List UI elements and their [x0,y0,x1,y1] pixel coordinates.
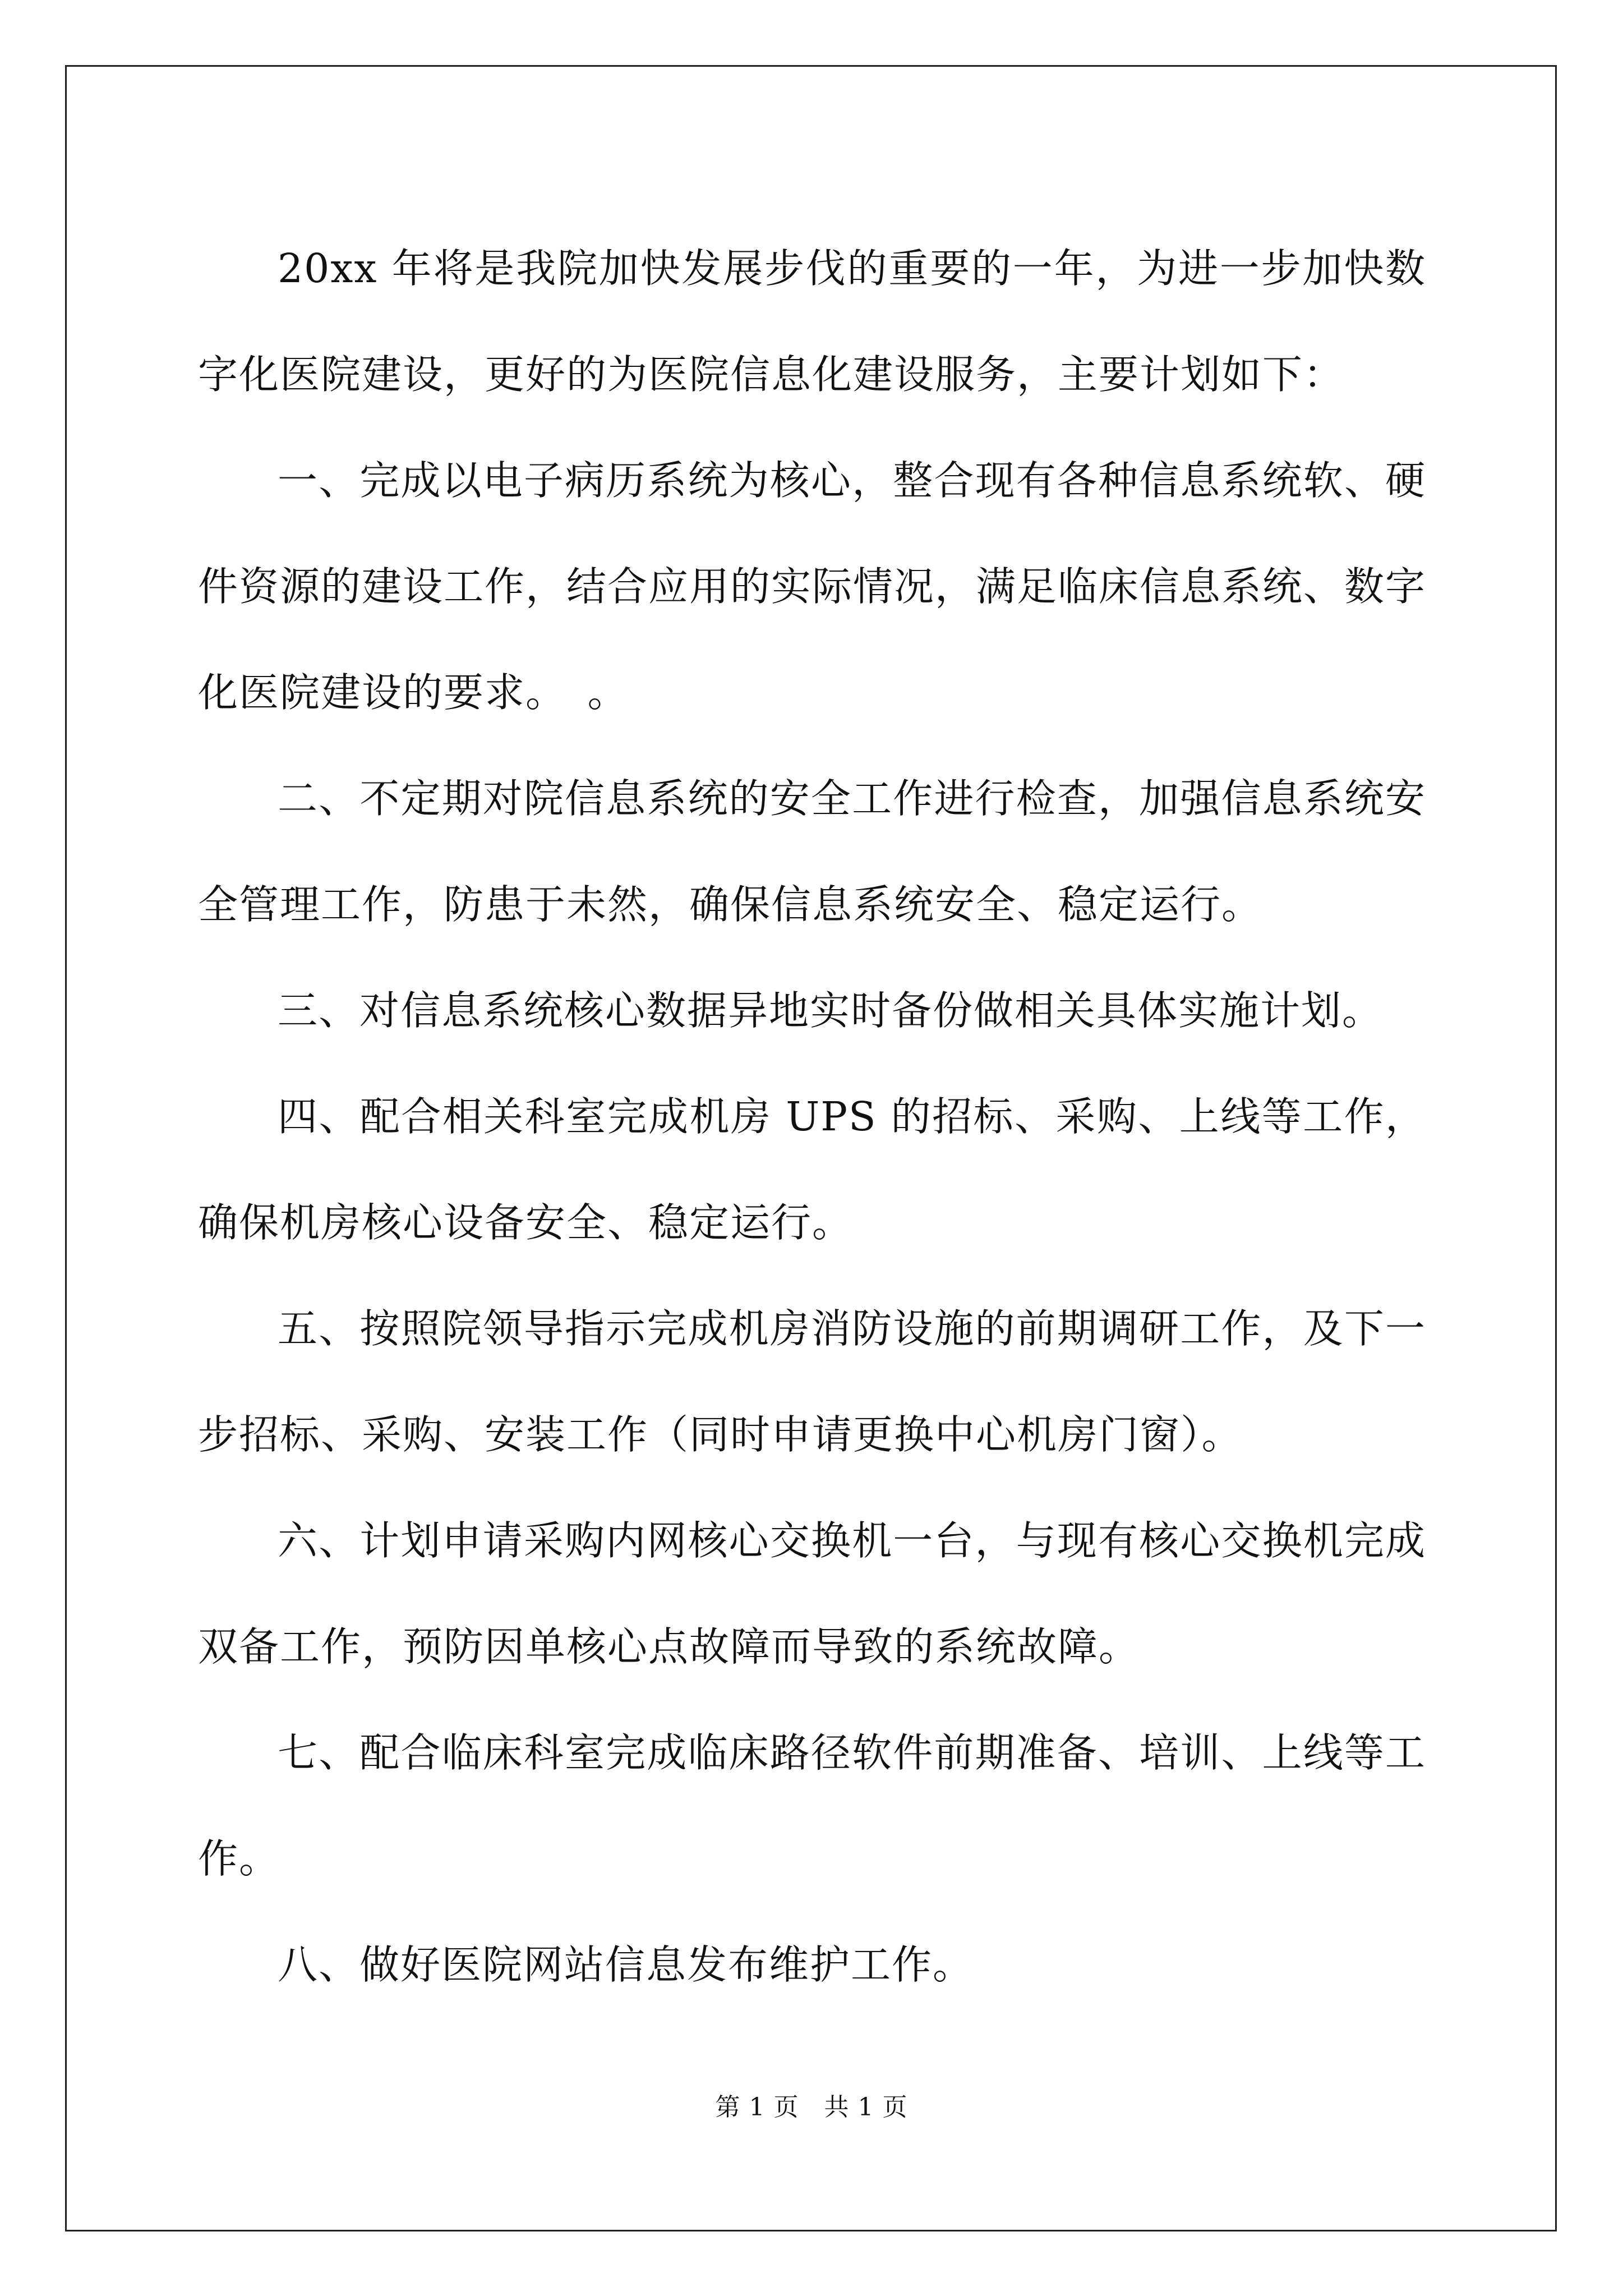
plan-item-2: 二、不定期对院信息系统的安全工作进行检查，加强信息系统安全管理工作，防患于未然，确保信息系统安全、稳定运行。 [198,775,1426,928]
plan-item-5: 五、按照院领导指示完成机房消防设施的前期调研工作，及下一步招标、采购、安装工作（同时申请更换中心机房门窗）。 [198,1305,1426,1458]
plan-item-4: 四、配合相关科室完成机房 UPS 的招标、采购、上线等工作，确保机房核心设备安全、稳定运行。 [198,1093,1426,1246]
intro-paragraph: 20xx 年将是我院加快发展步伐的重要的一年，为进一步加快数字化医院建设，更好的为医院信息化建设服务，主要计划如下： [198,245,1426,398]
document-body [198,215,1426,2018]
page-footer: 第 1 页 共 1 页 [715,2093,908,2122]
plan-item-1: 一、完成以电子病历系统为核心，整合现有各种信息系统软、硬件资源的建设工作，结合应用的实际情况，满足临床信息系统、数字化医院建设的要求。 。 [198,457,1427,716]
plan-item-7: 七、配合临床科室完成临床路径软件前期准备、培训、上线等工作。 [198,1729,1426,1882]
plan-item-3: 三、对信息系统核心数据异地实时备份做相关具体实施计划。 [278,987,1384,1034]
plan-item-8: 八、做好医院网站信息发布维护工作。 [278,1941,974,1988]
plan-item-6: 六、计划申请采购内网核心交换机一台，与现有核心交换机完成双备工作，预防因单核心点故障而导致的系统故障。 [198,1517,1426,1670]
